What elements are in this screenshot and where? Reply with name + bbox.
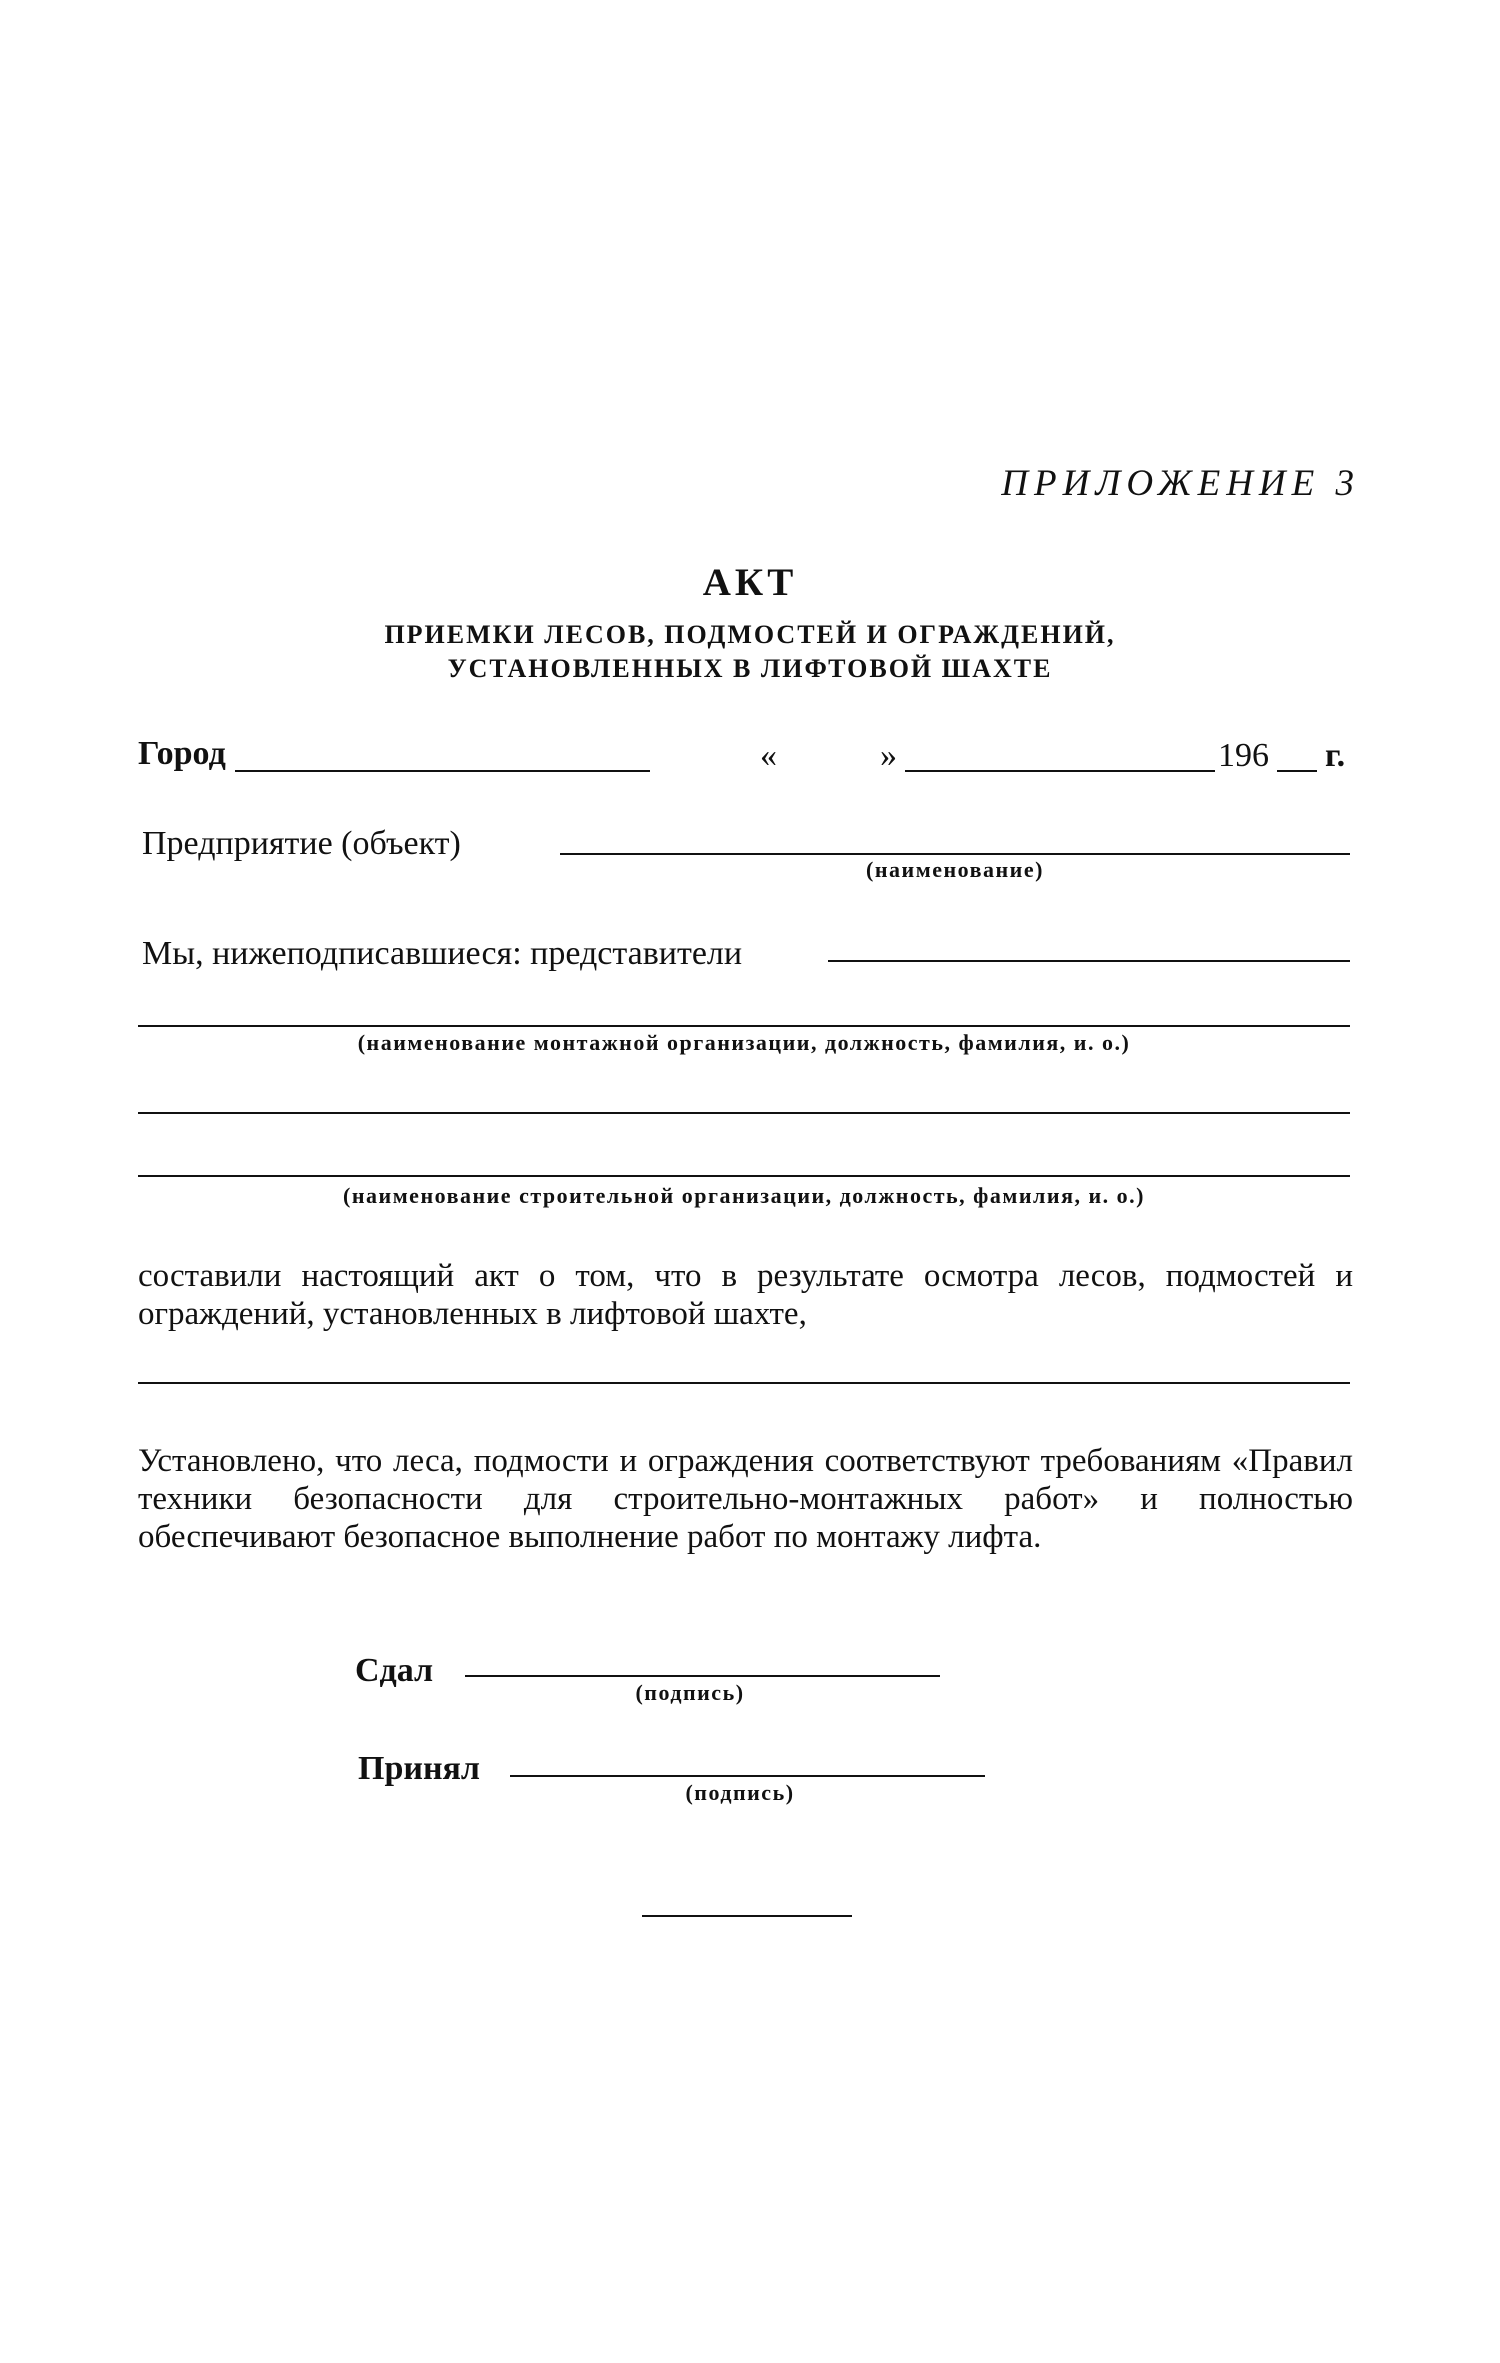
handed-signature-line[interactable]	[465, 1675, 940, 1677]
closing-divider	[642, 1915, 852, 1917]
handed-signature-caption: (подпись)	[635, 1680, 745, 1705]
paragraph-inspection: составили настоящий акт о том, что в результате осмотра лесов, подмостей и ограждений, установленных в лифтовой шахте,	[138, 1258, 1353, 1332]
builder-field-line[interactable]	[138, 1175, 1350, 1177]
document-subtitle-line2: УСТАНОВЛЕННЫХ В ЛИФТОВОЙ ШАХТЕ	[447, 654, 1053, 683]
year-prefix: 196	[1218, 737, 1269, 774]
year-field-line[interactable]	[1277, 770, 1317, 772]
date-open-quote: «	[760, 737, 777, 774]
city-label: Город	[138, 735, 226, 772]
representatives-label: Мы, нижеподписавшиеся: представители	[142, 935, 743, 972]
enterprise-field-line[interactable]	[560, 853, 1350, 855]
appendix-label: ПРИЛОЖЕНИЕ 3	[1001, 463, 1360, 504]
enterprise-label: Предприятие (объект)	[142, 825, 461, 862]
builder-caption: (наименование строительной организации, должность, фамилия, и. о.)	[343, 1183, 1145, 1208]
inspection-result-line[interactable]	[138, 1382, 1350, 1384]
accepted-label: Принял	[358, 1750, 481, 1787]
enterprise-caption: (наименование)	[866, 857, 1044, 882]
representatives-field-line[interactable]	[828, 960, 1350, 962]
installer-caption: (наименование монтажной организации, должность, фамилия, и. о.)	[357, 1030, 1131, 1055]
city-field-line[interactable]	[235, 770, 650, 772]
accepted-signature-line[interactable]	[510, 1775, 985, 1777]
date-close-quote: »	[880, 737, 897, 774]
date-field-line[interactable]	[905, 770, 1215, 772]
paragraph-conclusion: Установлено, что леса, подмости и ограждения соответствуют требованиям «Правил техники безопасности для строительно-монтажных работ» и полностью обеспечивают безопасное выполнение работ по монтажу лифта.	[138, 1443, 1353, 1555]
handed-label: Сдал	[355, 1652, 434, 1689]
installer-field-line[interactable]	[138, 1025, 1350, 1027]
year-suffix: г.	[1325, 737, 1346, 774]
document-subtitle-line1: ПРИЕМКИ ЛЕСОВ, ПОДМОСТЕЙ И ОГРАЖДЕНИЙ,	[384, 620, 1116, 649]
extra-field-line-1[interactable]	[138, 1112, 1350, 1114]
document-title: АКТ	[702, 561, 798, 604]
accepted-signature-caption: (подпись)	[685, 1780, 795, 1805]
